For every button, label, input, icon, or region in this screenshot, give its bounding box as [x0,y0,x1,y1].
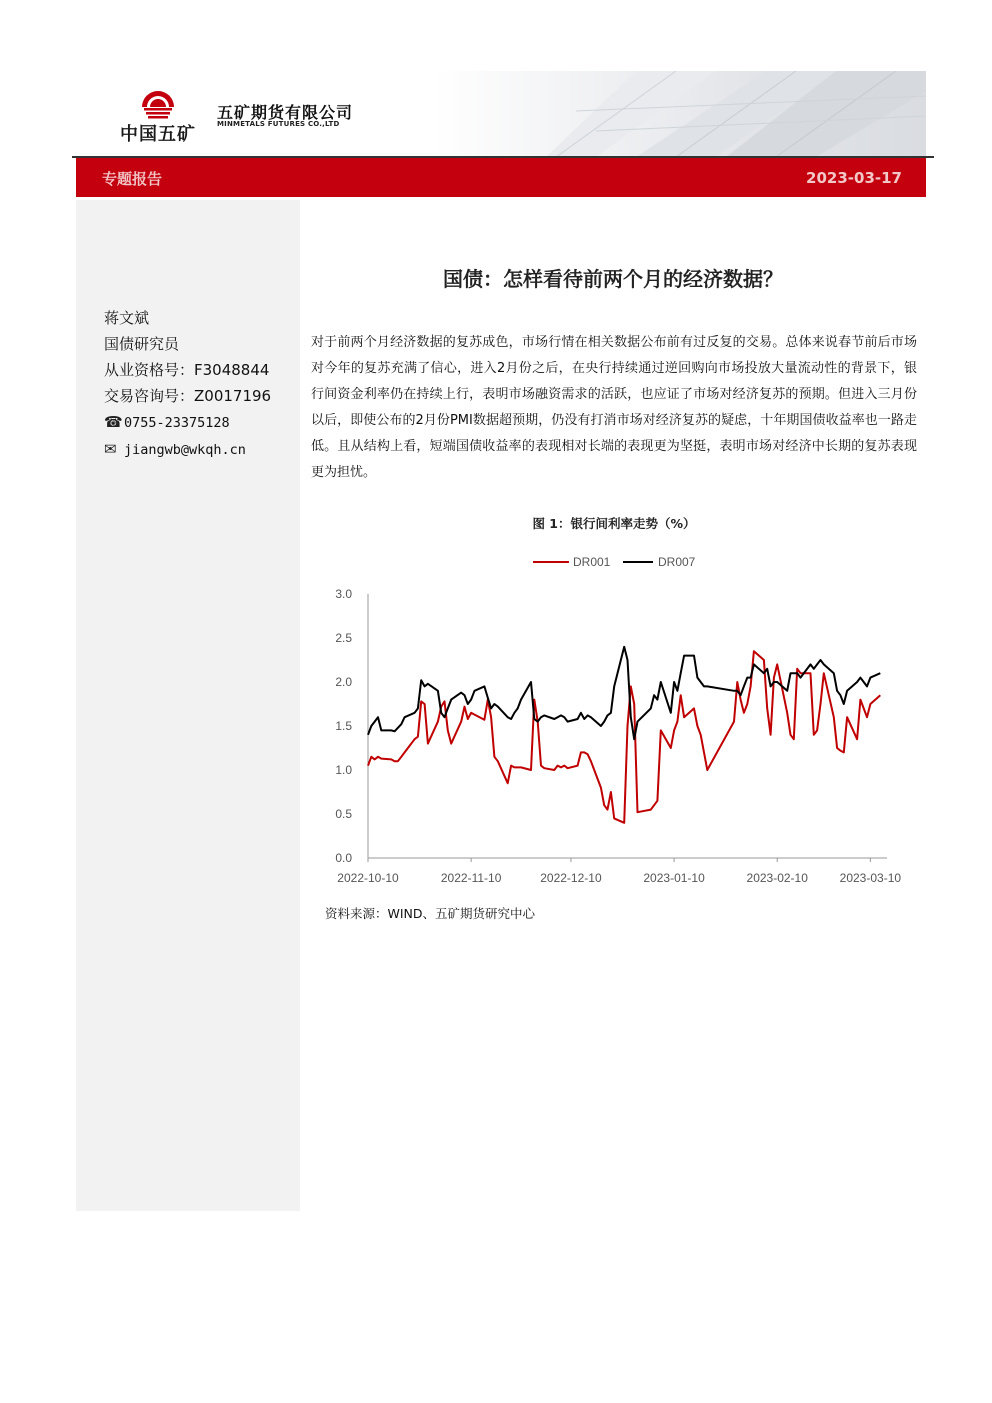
x-tick-label: 2023-01-10 [643,871,705,885]
y-tick-label: 0.0 [335,851,352,865]
x-tick-label: 2023-03-10 [839,871,902,885]
chart-legend [533,555,696,569]
series-line-dr007 [368,647,880,739]
header-architecture-graphic [76,71,926,157]
x-tick-label: 2022-12-10 [540,871,602,885]
figure-title: 图 1：银行间利率走势（%） [532,516,696,531]
interbank-rate-chart [311,545,917,890]
report-banner [76,158,926,197]
chart-axes [335,587,901,885]
y-tick-label: 1.5 [335,719,352,733]
x-tick-label: 2022-11-10 [440,871,502,885]
email-address[interactable]: jiangwb@wkqh.cn [124,442,246,458]
y-tick-label: 2.5 [335,631,352,645]
figure-source: 资料来源：WIND、五矿期货研究中心 [325,906,536,921]
series-line-dr001 [368,651,880,823]
qualification-number: 从业资格号：F3048844 [104,361,270,379]
x-tick-label: 2023-02-10 [746,871,808,885]
email-line [104,436,271,463]
page-header [76,71,926,157]
author-info [104,305,271,463]
y-tick-label: 2.0 [335,675,352,689]
y-tick-label: 0.5 [335,807,352,821]
report-date: 2023-03-17 [806,169,902,187]
author-sidebar [76,200,300,1211]
y-tick-label: 1.0 [335,763,352,777]
x-tick-label: 2022-10-10 [337,871,399,885]
author-role: 国债研究员 [104,335,180,353]
phone-line [104,409,271,436]
author-name: 蒋文斌 [104,309,150,327]
logo-text: 中国五矿 [120,124,196,145]
phone-number: 0755-23375128 [124,415,230,431]
company-name-en: MINMETALS FUTURES CO.,LTD [217,120,340,128]
legend-label-dr001: DR001 [573,555,611,569]
article-title: 国债：怎样看待前两个月的经济数据？ [443,267,783,291]
legend-label-dr007: DR007 [658,555,696,569]
article-body: 对于前两个月经济数据的复苏成色，市场行情在相关数据公布前有过反复的交易。总体来说春节前后市场对今年的复苏充满了信心，进入2月份之后，在央行持续通过逆回购向市场投放大量流动性的背景下，银行间资金利率仍在持续上行，表明市场融资需求的活跃，也应证了市场对经济复苏的预期。但进入三月份以后，即使公布的2月份PMI数据超预期，仍没有打消市场对经济复苏的疑虑，十年期国债收益率也一路走低。且从结构上看，短端国债收益率的表现相对长端的表现更为坚挺，表明市场对经济中长期的复苏表现更为担忧。 [311,335,917,480]
minmetals-logo-icon [138,87,178,119]
y-tick-label: 3.0 [335,587,352,601]
chart-series [368,647,880,823]
report-type: 专题报告 [102,170,163,188]
company-name-cn: 五矿期货有限公司 [217,103,354,122]
consulting-number: 交易咨询号：Z0017196 [104,387,272,405]
envelope-icon: ✉ [104,440,117,458]
phone-icon: ☎ [104,413,123,431]
